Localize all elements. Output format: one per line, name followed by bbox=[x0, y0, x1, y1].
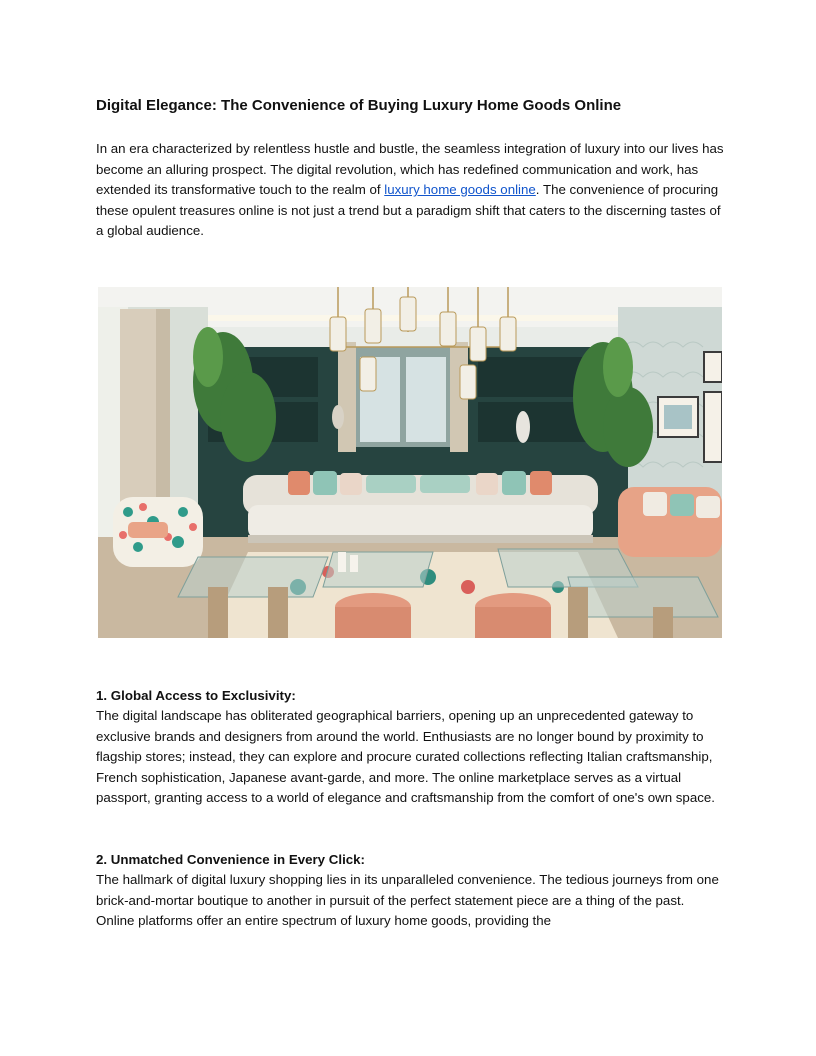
article-title: Digital Elegance: The Convenience of Buying Luxury Home Goods Online bbox=[96, 97, 622, 114]
intro-paragraph bbox=[96, 139, 726, 242]
section-2-heading: 2. Unmatched Convenience in Every Click: bbox=[96, 852, 365, 867]
section-1-heading: 1. Global Access to Exclusivity: bbox=[96, 688, 296, 703]
section-1-body: The digital landscape has obliterated geographical barriers, opening up an unprecedented gateway to exclusive brands and designers from around the world. Enthusiasts are no longer bound by proximity to flagship stores; instead, they can explore and procure curated collections reflecting Italian craftsmanship, French sophistication, Japanese avant-garde, and more. The online marketplace serves as a virtual passport, granting access to a world of elegance and craftsmanship from the comfort of one's own space. bbox=[96, 708, 715, 805]
section-2-body: The hallmark of digital luxury shopping lies in its unparalleled convenience. The tedious journeys from one brick-and-mortar boutique to another in pursuit of the perfect statement piece are a thing of the past. Online platforms offer an entire spectrum of luxury home goods, providing the bbox=[96, 872, 719, 928]
luxury-home-goods-link[interactable]: luxury home goods online bbox=[384, 182, 536, 197]
intro-text-after-link: . The convenience of procuring these opulent treasures online is not just a trend but a paradigm shift that caters to the discerning tastes of a global audience. bbox=[96, 182, 721, 238]
intro-text-before-link: In an era characterized by relentless hustle and bustle, the seamless integration of luxury into our lives has become an alluring prospect. The digital revolution, which has redefined communication and work, has extended its transformative touch to the realm of bbox=[96, 141, 724, 197]
living-room-illustration bbox=[98, 287, 722, 638]
living-room-photo bbox=[98, 287, 722, 638]
